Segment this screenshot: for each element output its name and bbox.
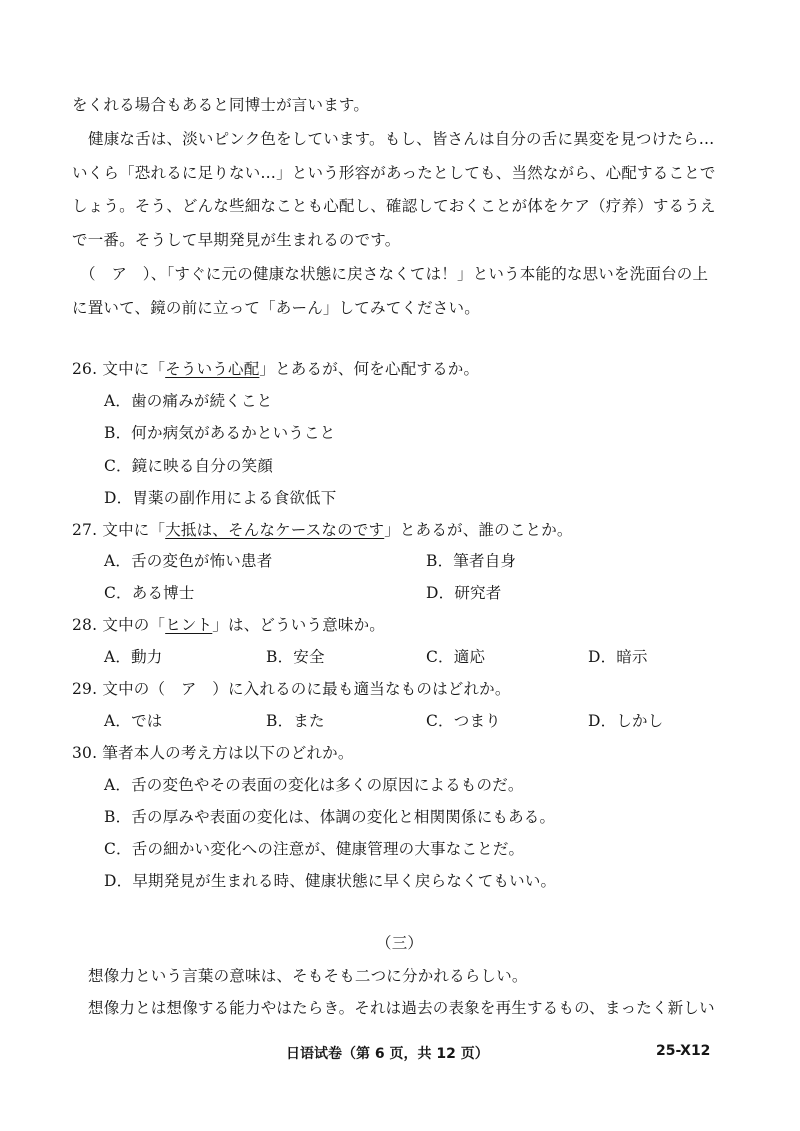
passage-line: （ ア ）、「すぐに元の健康な状態に戻さなくては！」という本能的な思いを洗面台の上 bbox=[80, 265, 709, 283]
option-27c: C．ある博士 bbox=[104, 584, 195, 602]
option-26b: B．何か病気があるかということ bbox=[104, 424, 336, 442]
option-28d: D．暗示 bbox=[588, 648, 648, 666]
question-suffix: 」とあるが、何を心配するか。 bbox=[259, 360, 480, 378]
question-prefix: 28. 文中の「 bbox=[72, 616, 166, 634]
page-footer-title: 日语试卷（第 6 页，共 12 页） bbox=[286, 1046, 489, 1062]
question-suffix: 」は、どういう意味か。 bbox=[212, 616, 385, 634]
option-26a: A．歯の痛みが続くこと bbox=[104, 392, 273, 410]
option-30d: D．早期発見が生まれる時、健康状態に早く戻らなくてもいい。 bbox=[104, 872, 557, 890]
question-30: 30. 筆者本人の考え方は以下のどれか。 bbox=[72, 744, 354, 762]
underlined-quote: そういう心配 bbox=[165, 360, 260, 378]
passage-line: しょう。そう、どんな些細なことも心配し、確認しておくことが体をケア（疗养）するうえ bbox=[72, 197, 716, 215]
section-heading: （三） bbox=[376, 934, 424, 952]
question-26 bbox=[72, 359, 479, 379]
passage-line: いくら「恐れるに足りない…」という形容があったとしても、当然ながら、心配することで bbox=[72, 164, 716, 182]
option-27d: D．研究者 bbox=[426, 584, 502, 602]
option-27b: B．筆者自身 bbox=[426, 552, 517, 570]
passage-line: 想像力という言葉の意味は、そもそも二つに分かれるらしい。 bbox=[88, 967, 528, 985]
question-prefix: 26. 文中に「 bbox=[72, 360, 166, 378]
option-26d: D．胃薬の副作用による食欲低下 bbox=[104, 489, 337, 507]
passage-line: 想像力とは想像する能力やはたらき。それは過去の表象を再生するもの、まったく新しい bbox=[88, 999, 715, 1017]
underlined-quote: ヒント bbox=[165, 616, 213, 634]
passage-line: をくれる場合もあると同博士が言います。 bbox=[72, 96, 370, 114]
passage-line: で一番。そうして早期発見が生まれるのです。 bbox=[72, 231, 401, 249]
passage-line: に置いて、鏡の前に立って「あーん」してみてください。 bbox=[72, 299, 480, 317]
option-28c: C．適応 bbox=[426, 648, 486, 666]
option-27a: A．舌の変色が怖い患者 bbox=[104, 552, 273, 570]
option-29a: A．では bbox=[104, 712, 163, 730]
option-29c: C．つまり bbox=[426, 712, 501, 730]
option-30a: A．舌の変色やその表面の変化は多くの原因によるものだ。 bbox=[104, 776, 524, 794]
option-26c: C．鏡に映る自分の笑顔 bbox=[104, 457, 274, 475]
question-29: 29. 文中の（ ア ）に入れるのに最も適当なものはどれか。 bbox=[72, 680, 511, 698]
question-prefix: 27. 文中に「 bbox=[72, 521, 166, 539]
question-27 bbox=[72, 520, 573, 540]
exam-code: 25-X12 bbox=[656, 1043, 711, 1059]
underlined-quote: 大抵は、そんなケースなのです bbox=[165, 521, 385, 539]
option-30b: B．舌の厚みや表面の変化は、体調の変化と相関関係にもある。 bbox=[104, 808, 556, 826]
option-29b: B．また bbox=[266, 712, 325, 730]
option-30c: C．舌の細かい変化への注意が、健康管理の大事なことだ。 bbox=[104, 840, 525, 858]
passage-line: 健康な舌は、淡いピンク色をしています。もし、皆さんは自分の舌に異変を見つけたら… bbox=[88, 130, 715, 148]
option-28a: A．動力 bbox=[104, 648, 163, 666]
option-28b: B．安全 bbox=[266, 648, 325, 666]
question-28 bbox=[72, 615, 385, 635]
option-29d: D．しかし bbox=[588, 712, 664, 730]
question-suffix: 」とあるが、誰のことか。 bbox=[384, 521, 573, 539]
